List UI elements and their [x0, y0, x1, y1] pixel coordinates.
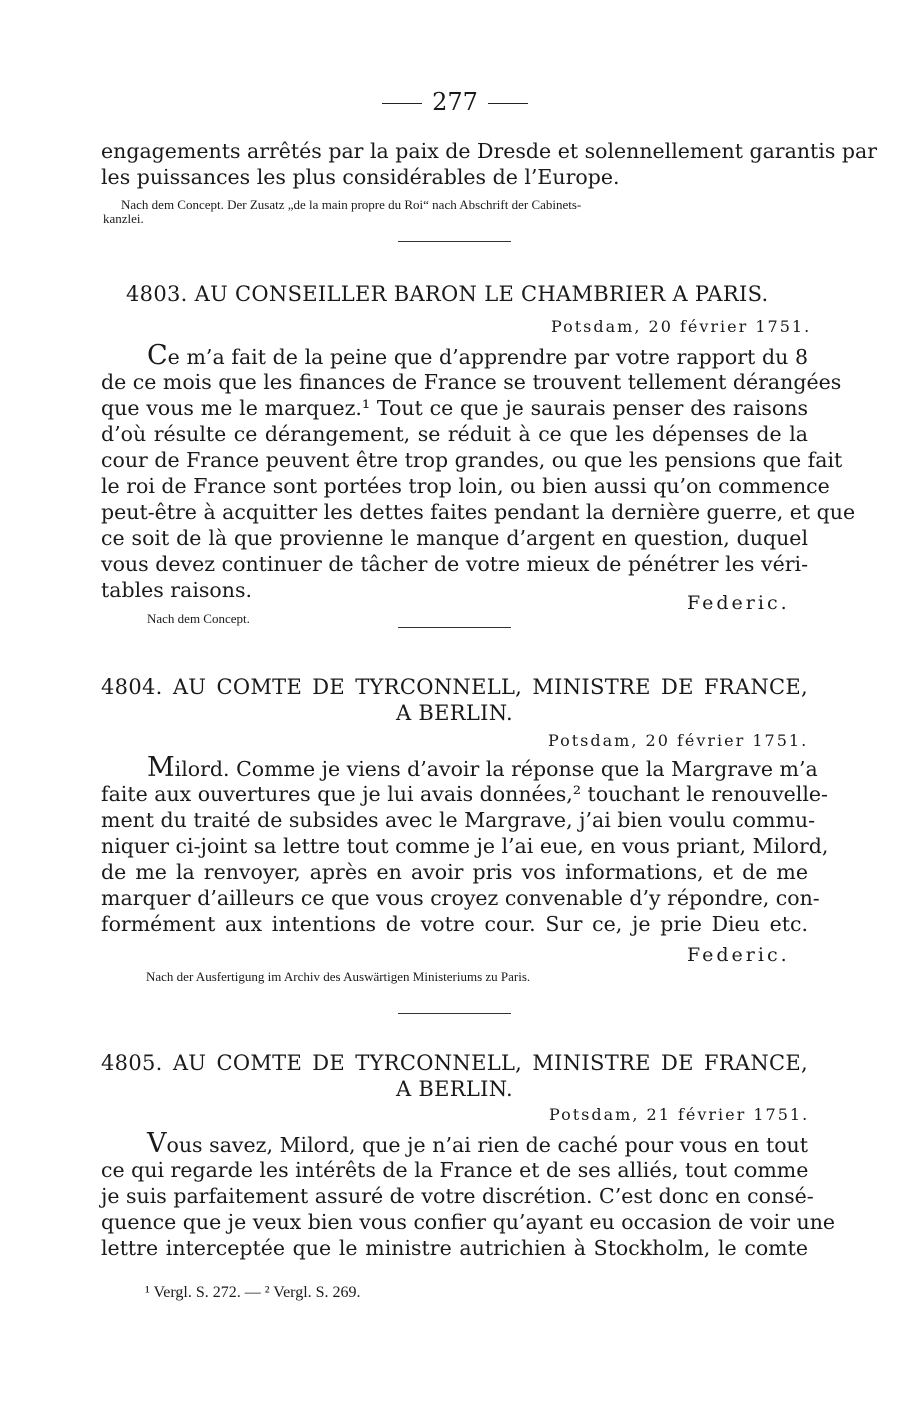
- body-line: ce soit de là que provienne le manque d’argent en question, duquel: [101, 526, 808, 550]
- body-line: ce qui regarde les intérêts de la France et de ses alliés, tout comme: [101, 1158, 809, 1182]
- source-note: Nach der Ausfertigung im Archiv des Auswärtigen Ministeriums zu Paris.: [146, 969, 531, 984]
- drop-cap: C: [147, 340, 168, 371]
- body-line: Vous savez, Milord, que je n’ai rien de caché pour vous en tout: [147, 1128, 808, 1159]
- body-line: faite aux ouvertures que je lui avais données,² touchant le renouvelle-: [101, 782, 828, 806]
- continuation-note: Nach dem Concept. Der Zusatz „de la main propre du Roi“ nach Abschrift der Cabinets-: [121, 197, 582, 212]
- source-note: Nach dem Concept.: [147, 611, 250, 626]
- body-line: vous devez continuer de tâcher de votre mieux de pénétrer les véri-: [101, 552, 808, 576]
- letter-heading-line2: A BERLIN.: [395, 1077, 514, 1101]
- letter-date: Potsdam, 21 février 1751.: [549, 1105, 810, 1124]
- separator-rule: [398, 1013, 511, 1014]
- continuation-line: engagements arrêtés par la paix de Dresde et solennellement garantis par: [101, 139, 877, 163]
- body-line: marquer d’ailleurs ce que vous croyez convenable d’y répondre, con-: [101, 886, 820, 910]
- letter-date: Potsdam, 20 février 1751.: [548, 731, 809, 750]
- body-line: formément aux intentions de votre cour. Sur ce, je prie Dieu etc.: [101, 912, 808, 936]
- page-number-dash-left: [382, 103, 422, 104]
- body-line: lettre interceptée que le ministre autrichien à Stockholm, le comte: [101, 1236, 808, 1260]
- continuation-note: kanzlei.: [103, 211, 144, 226]
- letter-addressee: AU CONSEILLER BARON LE CHAMBRIER A PARIS.: [194, 282, 769, 306]
- body-line: d’où résulte ce dérangement, se réduit à ce que les dépenses de la: [101, 422, 808, 446]
- body-line: tables raisons.: [101, 578, 252, 602]
- separator-rule: [398, 241, 511, 242]
- letter-addressee: AU COMTE DE TYRCONNELL, MINISTRE DE FRANCE,: [172, 675, 808, 699]
- body-line: que vous me le marquez.¹ Tout ce que je saurais penser des raisons: [101, 396, 808, 420]
- letter-heading-4805: [101, 1050, 808, 1076]
- letter-heading-4804: [101, 674, 808, 700]
- letter-date: Potsdam, 20 février 1751.: [551, 317, 812, 336]
- body-line: quence que je veux bien vous confier qu’ayant eu occasion de voir une: [101, 1210, 836, 1234]
- signature: Federic.: [687, 944, 790, 966]
- letter-addressee: AU COMTE DE TYRCONNELL, MINISTRE DE FRANCE,: [172, 1051, 808, 1075]
- drop-cap: M: [147, 752, 175, 783]
- footnotes: ¹ Vergl. S. 272. — ² Vergl. S. 269.: [145, 1284, 361, 1301]
- body-line: de me la renvoyer, après en avoir pris vos informations, et de me: [101, 860, 808, 884]
- letter-number: 4803.: [126, 282, 188, 306]
- body-line: Milord. Comme je viens d’avoir la réponse que la Margrave m’a: [147, 752, 818, 783]
- page-number-dash-right: [488, 103, 528, 104]
- body-line: peut-être à acquitter les dettes faites pendant la dernière guerre, et que: [101, 500, 856, 524]
- letter-number: 4805.: [101, 1051, 163, 1075]
- signature: Federic.: [687, 592, 790, 614]
- body-line: cour de France peuvent être trop grandes, ou que les pensions que fait: [101, 448, 843, 472]
- body-line: de ce mois que les finances de France se trouvent tellement dérangées: [101, 370, 842, 394]
- body-line: je suis parfaitement assuré de votre discrétion. C’est donc en consé-: [101, 1184, 814, 1208]
- body-line: Ce m’a fait de la peine que d’apprendre par votre rapport du 8: [147, 340, 808, 371]
- letter-number: 4804.: [101, 675, 163, 699]
- page-number: 277: [370, 88, 540, 116]
- letter-heading-line2: A BERLIN.: [395, 701, 514, 725]
- letter-heading-4803: [126, 281, 769, 307]
- body-line: ment du traité de subsides avec le Margrave, j’ai bien voulu commu-: [101, 808, 816, 832]
- separator-rule: [398, 627, 511, 628]
- body-line: le roi de France sont portées trop loin, ou bien aussi qu’on commence: [101, 474, 830, 498]
- drop-cap: V: [147, 1128, 167, 1159]
- continuation-line: les puissances les plus considérables de l’Europe.: [101, 165, 620, 189]
- body-line: niquer ci-joint sa lettre tout comme je l’ai eue, en vous priant, Milord,: [101, 834, 829, 858]
